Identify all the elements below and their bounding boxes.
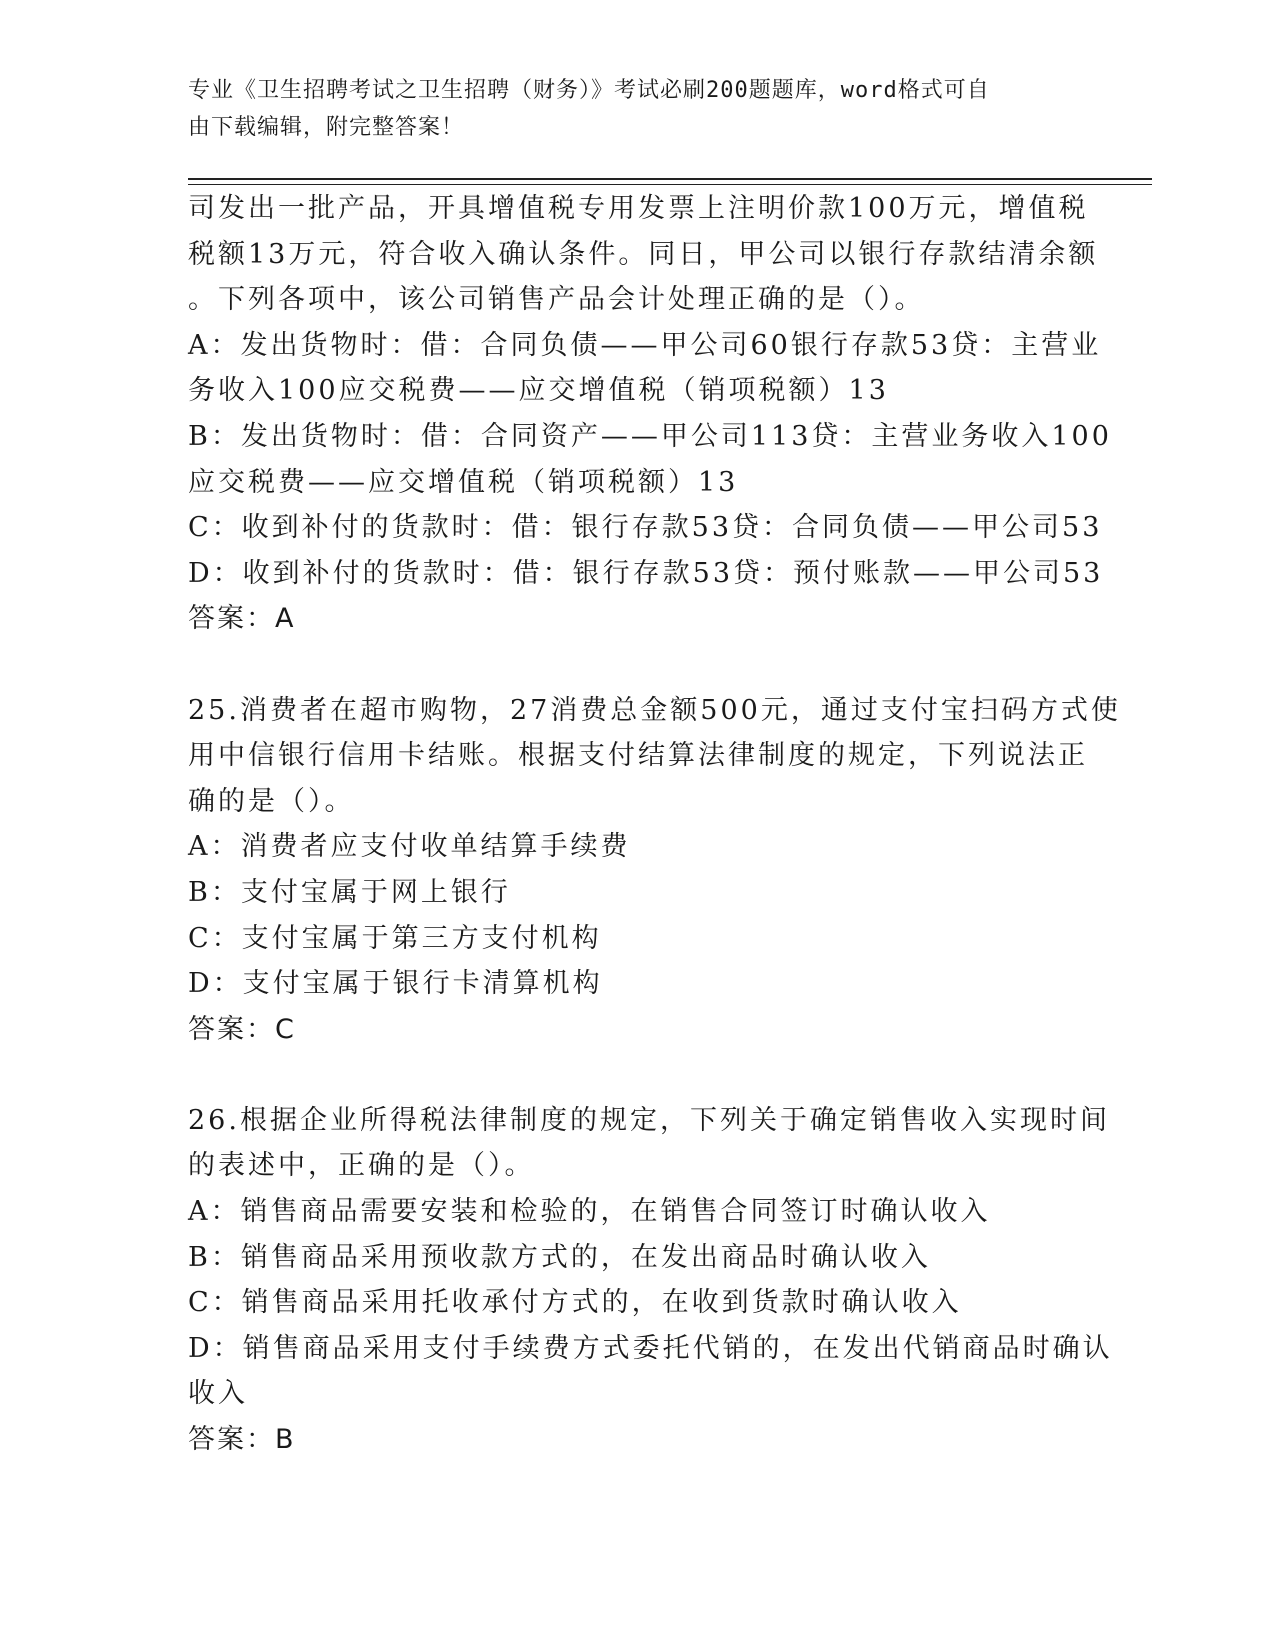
question-text-line: 26.根据企业所得税法律制度的规定，下列关于确定销售收入实现时间 (188, 1104, 1110, 1136)
question-26 (188, 1098, 1113, 1463)
question-text-line: 的表述中，正确的是（）。 (188, 1150, 535, 1182)
question-text-line: 。下列各项中，该公司销售产品会计处理正确的是（）。 (188, 284, 925, 316)
document-header (188, 72, 1088, 146)
option-d: D：支付宝属于银行卡清算机构 (188, 968, 603, 1000)
option-c: C：销售商品采用托收承付方式的，在收到货款时确认收入 (188, 1287, 962, 1319)
answer-label: 答案：A (188, 603, 296, 635)
question-spacer (188, 1052, 1078, 1098)
question-text-line: 司发出一批产品，开具增值税专用发票上注明价款100万元，增值税 (188, 193, 1089, 224)
option-c: C：支付宝属于第三方支付机构 (188, 922, 602, 954)
question-text-line: 税额13万元，符合收入确认条件。同日，甲公司以银行存款结清余额 (188, 238, 1099, 270)
question-text-line: 用中信银行信用卡结账。根据支付结算法律制度的规定，下列说法正 (188, 740, 1088, 772)
question-25 (188, 688, 1121, 1053)
option-c: C：收到补付的货款时：借：银行存款53贷：合同负债——甲公司53 (188, 512, 1103, 544)
option-a: A：消费者应支付收单结算手续费 (188, 831, 631, 863)
option-b: B：发出货物时：借：合同资产——甲公司113贷：主营业务收入100 (188, 420, 1112, 452)
question-24 (188, 186, 1112, 642)
option-a: A：销售商品需要安装和检验的，在销售合同签订时确认收入 (188, 1196, 991, 1228)
option-d: D：收到补付的货款时：借：银行存款53贷：预付账款——甲公司53 (188, 557, 1104, 589)
option-b: B：销售商品采用预收款方式的，在发出商品时确认收入 (188, 1241, 931, 1273)
question-text-line: 25.消费者在超市购物，27消费总金额500元，通过支付宝扫码方式使 (188, 694, 1121, 726)
option-d: D：销售商品采用支付手续费方式委托代销的，在发出代销商品时确认 (188, 1332, 1113, 1364)
document-body (188, 186, 1121, 1463)
option-b-continued: 应交税费——应交增值税（销项税额）13 (188, 466, 739, 498)
option-b: B：支付宝属于网上银行 (188, 876, 511, 908)
header-line-1: 专业《卫生招聘考试之卫生招聘（财务）》考试必刷200题题库，word格式可自 (188, 78, 990, 103)
header-divider-thin (188, 184, 1152, 185)
answer-label: 答案：C (188, 1013, 296, 1045)
option-a-continued: 务收入100应交税费——应交增值税（销项税额）13 (188, 375, 889, 407)
answer-label: 答案：B (188, 1424, 296, 1456)
header-divider-thick (188, 178, 1152, 180)
option-a: A：发出货物时：借：合同负债——甲公司60银行存款53贷：主营业 (188, 329, 1102, 361)
question-spacer (188, 642, 1078, 688)
question-text-line: 确的是（）。 (188, 785, 355, 817)
option-d-continued: 收入 (188, 1378, 248, 1410)
header-line-2: 由下载编辑，附完整答案！ (188, 115, 465, 140)
